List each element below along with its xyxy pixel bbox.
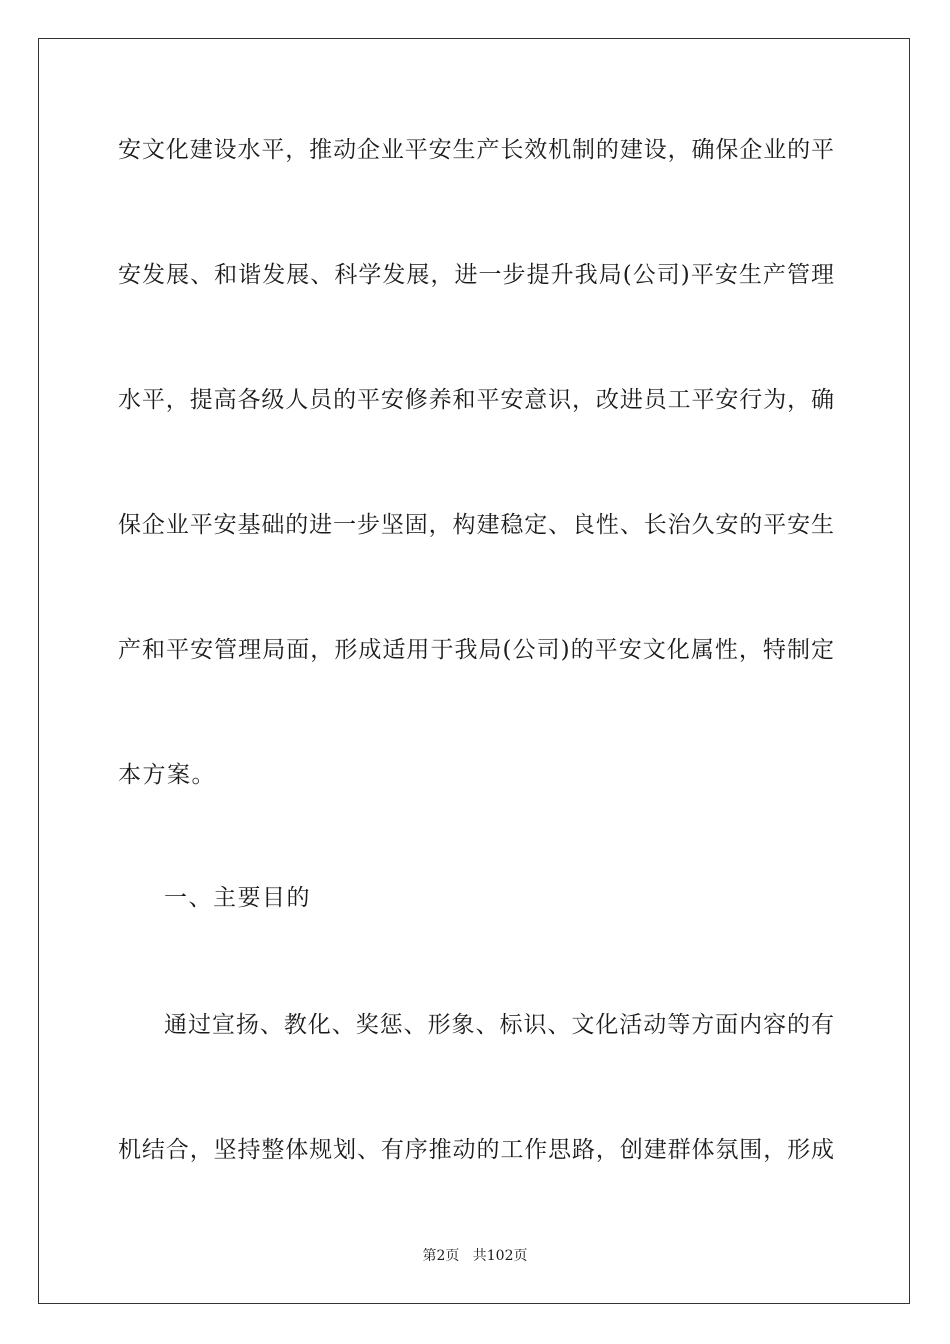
body-text-line: 产和平安管理局面，形成适用于我局(公司)的平安文化属性，特制定 bbox=[118, 637, 834, 663]
body-text-line: 安文化建设水平，推动企业平安生产长效机制的建设，确保企业的平 bbox=[118, 137, 834, 163]
section-heading: 一、主要目的 bbox=[164, 885, 311, 911]
body-text-line: 机结合，坚持整体规划、有序推动的工作思路，创建群体氛围，形成 bbox=[118, 1137, 834, 1163]
page-border bbox=[38, 38, 910, 1304]
body-text-line: 保企业平安基础的进一步坚固，构建稳定、良性、长治久安的平安生 bbox=[118, 512, 834, 538]
body-text-line: 本方案。 bbox=[118, 762, 216, 788]
total-pages: 共102页 bbox=[472, 1248, 528, 1264]
page-footer bbox=[0, 1247, 950, 1265]
body-text-line: 水平，提高各级人员的平安修养和平安意识，改进员工平安行为，确 bbox=[118, 387, 834, 413]
body-text-line: 安发展、和谐发展、科学发展，进一步提升我局(公司)平安生产管理 bbox=[118, 262, 834, 288]
body-text-line: 通过宣扬、教化、奖惩、形象、标识、文化活动等方面内容的有 bbox=[164, 1012, 834, 1038]
page-number: 第2页 bbox=[422, 1248, 460, 1264]
